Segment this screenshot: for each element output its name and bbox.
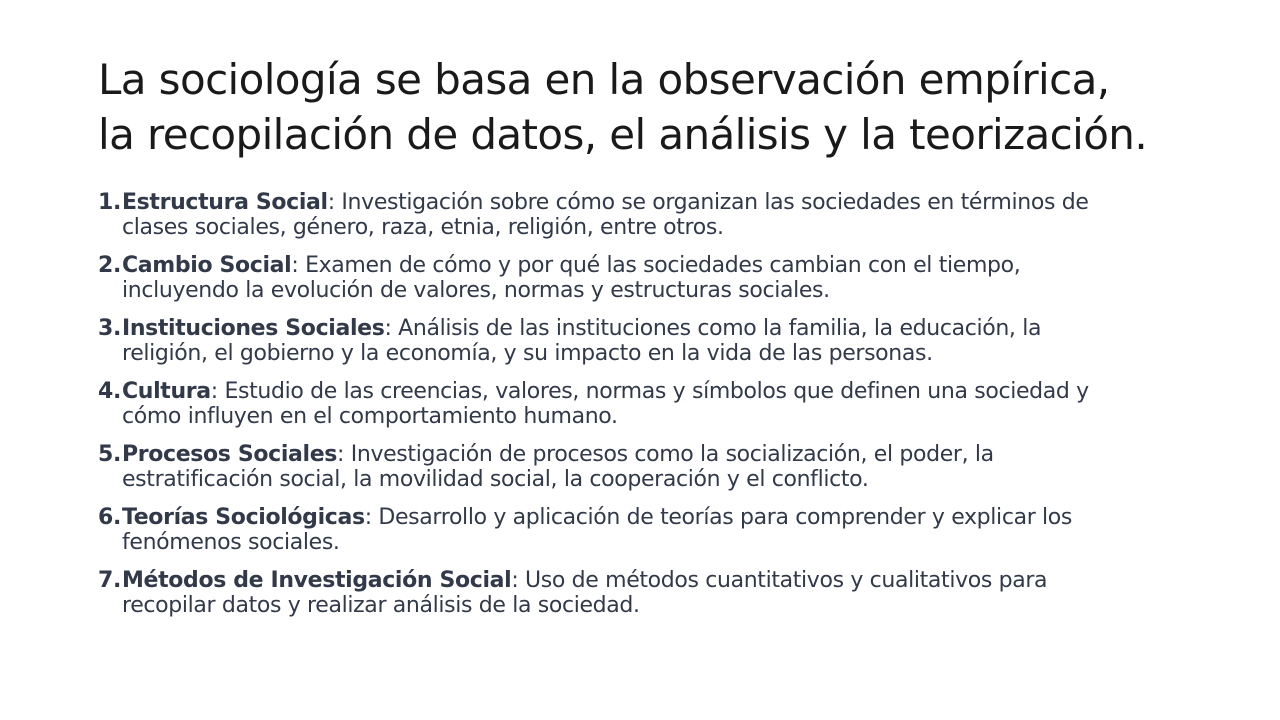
item-description: : Investigación sobre cómo se organizan las sociedades en términos de bbox=[327, 190, 1089, 215]
item-line-1 bbox=[122, 316, 1188, 341]
slide-title bbox=[98, 52, 1218, 162]
item-line-1 bbox=[122, 190, 1188, 215]
item-line-1 bbox=[122, 379, 1188, 404]
item-line-2: clases sociales, género, raza, etnia, religión, entre otros. bbox=[122, 215, 724, 240]
item-line-2: religión, el gobierno y la economía, y su impacto en la vida de las personas. bbox=[122, 341, 933, 366]
item-line-2: estratificación social, la movilidad social, la cooperación y el conflicto. bbox=[122, 467, 869, 492]
item-line-1 bbox=[122, 568, 1188, 593]
item-line-1 bbox=[122, 505, 1188, 530]
list-item bbox=[98, 253, 1188, 303]
item-number: 2. bbox=[98, 253, 121, 278]
item-description: : Uso de métodos cuantitativos y cualitativos para bbox=[511, 568, 1048, 593]
item-line-2: fenómenos sociales. bbox=[122, 530, 340, 555]
item-number: 1. bbox=[98, 190, 121, 215]
item-description: : Investigación de procesos como la socialización, el poder, la bbox=[337, 442, 994, 467]
list-item bbox=[98, 442, 1188, 492]
item-line-1 bbox=[122, 253, 1188, 278]
item-number: 4. bbox=[98, 379, 121, 404]
item-description: : Estudio de las creencias, valores, normas y símbolos que definen una sociedad y bbox=[210, 379, 1089, 404]
item-line-2: recopilar datos y realizar análisis de la sociedad. bbox=[122, 593, 640, 618]
item-number: 7. bbox=[98, 568, 121, 593]
item-line-1 bbox=[122, 442, 1188, 467]
item-line-2: incluyendo la evolución de valores, normas y estructuras sociales. bbox=[122, 278, 830, 303]
topic-list bbox=[98, 190, 1188, 631]
item-term: Estructura Social bbox=[122, 190, 328, 215]
item-number: 5. bbox=[98, 442, 121, 467]
list-item bbox=[98, 379, 1188, 429]
slide-title-line-2: la recopilación de datos, el análisis y la teorización. bbox=[98, 110, 1148, 159]
list-item bbox=[98, 316, 1188, 366]
slide-title-line-1: La sociología se basa en la observación empírica, bbox=[98, 55, 1110, 104]
item-description: : Examen de cómo y por qué las sociedades cambian con el tiempo, bbox=[291, 253, 1021, 278]
list-item bbox=[98, 505, 1188, 555]
item-description: : Análisis de las instituciones como la familia, la educación, la bbox=[384, 316, 1042, 341]
item-term: Procesos Sociales bbox=[122, 442, 338, 467]
item-term: Cambio Social bbox=[122, 253, 292, 278]
item-number: 3. bbox=[98, 316, 121, 341]
item-term: Teorías Sociológicas bbox=[122, 505, 365, 530]
item-term: Instituciones Sociales bbox=[122, 316, 385, 341]
item-description: : Desarrollo y aplicación de teorías para comprender y explicar los bbox=[364, 505, 1073, 530]
item-term: Cultura bbox=[122, 379, 211, 404]
list-item bbox=[98, 568, 1188, 618]
item-line-2: cómo influyen en el comportamiento humano. bbox=[122, 404, 618, 429]
item-term: Métodos de Investigación Social bbox=[122, 568, 512, 593]
item-number: 6. bbox=[98, 505, 121, 530]
list-item bbox=[98, 190, 1188, 240]
